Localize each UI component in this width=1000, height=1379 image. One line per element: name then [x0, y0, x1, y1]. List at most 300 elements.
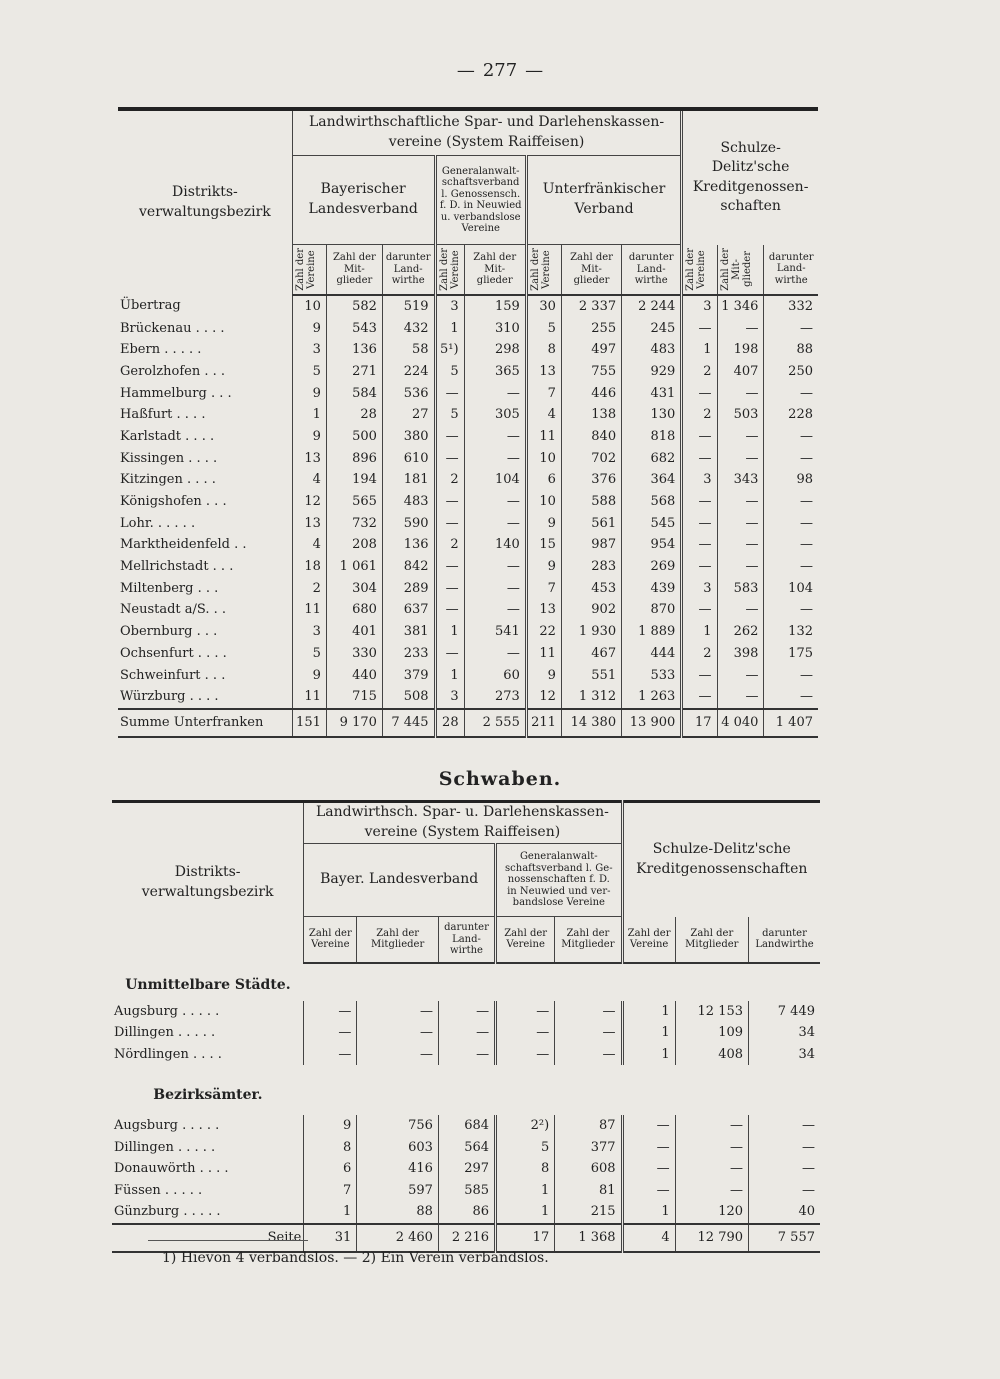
table-cell: 11 — [526, 643, 561, 665]
table-cell: 3 — [682, 295, 717, 318]
table-cell: 132 — [764, 621, 818, 643]
table-cell: 564 — [438, 1137, 495, 1159]
table-cell: 610 — [382, 447, 435, 469]
table-row — [118, 404, 818, 426]
table-cell: — — [464, 491, 526, 513]
col-darunter: darunter Land- wirthe — [382, 245, 435, 295]
bay-header: Bayer. Landesverband — [304, 844, 496, 917]
sum-row — [112, 1224, 820, 1252]
district-name: Königshofen . . . — [120, 494, 227, 510]
table-cell: — — [682, 556, 717, 578]
table-cell: — — [764, 512, 818, 534]
table-cell: 2 — [682, 643, 717, 665]
table-cell: 545 — [622, 512, 682, 534]
table-cell: 18 — [292, 556, 326, 578]
col-zahl-mitglieder: Zahl der Mitglieder — [675, 917, 748, 963]
table-cell: — — [717, 686, 764, 709]
table-cell: 381 — [382, 621, 435, 643]
district-name: Brückenau . . . . — [120, 320, 225, 336]
table-row — [118, 295, 818, 318]
table-cell: 10 — [292, 295, 326, 318]
table-cell: 398 — [717, 643, 764, 665]
table-cell: 431 — [622, 382, 682, 404]
table-cell: 1 — [435, 317, 464, 339]
table-cell: 9 — [526, 556, 561, 578]
table-cell: 271 — [326, 361, 382, 383]
table-cell: 88 — [357, 1201, 439, 1224]
table-cell: 211 — [526, 709, 561, 737]
table-cell: 273 — [464, 686, 526, 709]
table-cell: — — [464, 512, 526, 534]
table-cell: 13 — [292, 512, 326, 534]
table-cell: 28 — [326, 404, 382, 426]
table-cell: 262 — [717, 621, 764, 643]
table-cell: 250 — [764, 361, 818, 383]
table-cell: 40 — [749, 1201, 820, 1224]
table-cell: 1 — [292, 404, 326, 426]
table-cell: — — [749, 1180, 820, 1202]
table-cell: 81 — [555, 1180, 622, 1202]
table-cell: 194 — [326, 469, 382, 491]
table-cell: 1 312 — [561, 686, 621, 709]
table-row — [118, 426, 818, 448]
table-cell: — — [764, 317, 818, 339]
table-cell: 34 — [749, 1022, 820, 1044]
table-cell: — — [438, 1044, 495, 1066]
col-darunter: darunter Land- wirthe — [764, 245, 818, 295]
table-row — [112, 1022, 820, 1044]
table-cell: 929 — [622, 361, 682, 383]
table-cell: 9 — [292, 317, 326, 339]
table-cell: 1 — [435, 664, 464, 686]
district-name: Donauwörth . . . . — [114, 1161, 229, 1177]
table-cell: 8 — [304, 1137, 357, 1159]
col-zahl-mitglieder: Zahl der Mit- glieder — [561, 245, 621, 295]
table-cell: 1 061 — [326, 556, 382, 578]
table-cell: — — [464, 556, 526, 578]
district-name: Haßfurt . . . . — [120, 407, 206, 423]
table-cell: 565 — [326, 491, 382, 513]
table-cell: 446 — [561, 382, 621, 404]
table-cell: 497 — [561, 339, 621, 361]
table-cell: 2 555 — [464, 709, 526, 737]
table-cell: 2 — [682, 361, 717, 383]
table-cell: — — [464, 426, 526, 448]
table-cell: 4 — [292, 469, 326, 491]
table-cell: — — [435, 577, 464, 599]
table-cell: 2 — [682, 404, 717, 426]
table-cell: — — [435, 382, 464, 404]
district-name: Übertrag — [120, 298, 181, 314]
table-cell: 9 — [526, 664, 561, 686]
table-cell: 379 — [382, 664, 435, 686]
table-cell: 4 — [292, 534, 326, 556]
ufr-header: Unterfränkischer Verband — [526, 156, 681, 245]
table-cell: 109 — [675, 1022, 748, 1044]
table-cell: — — [717, 599, 764, 621]
gen-header: Generalanwalt- schaftsverband l. Genossensch. f. D. in Neuwied u. verbandslose Vereine — [435, 156, 526, 245]
table-row — [112, 1137, 820, 1159]
table-row — [118, 512, 818, 534]
table-cell: — — [438, 1022, 495, 1044]
table-cell: — — [764, 491, 818, 513]
table-row — [118, 599, 818, 621]
table-cell: 364 — [622, 469, 682, 491]
table-cell: 870 — [622, 599, 682, 621]
table-cell: 60 — [464, 664, 526, 686]
table-cell: 98 — [764, 469, 818, 491]
table-cell: — — [304, 1044, 357, 1066]
table-cell: 304 — [326, 577, 382, 599]
footnote-rule — [148, 1240, 308, 1241]
table-cell: 902 — [561, 599, 621, 621]
table-row — [118, 382, 818, 404]
table-cell: 732 — [326, 512, 382, 534]
group-heading: Bezirksämter. — [153, 1087, 263, 1103]
table-cell: — — [764, 686, 818, 709]
col-zahl-mitglieder: Zahl der Mit- glieder — [719, 247, 753, 291]
table-cell: — — [717, 426, 764, 448]
table-cell: 228 — [764, 404, 818, 426]
district-name: Kissingen . . . . — [120, 450, 218, 466]
table-cell: 2 244 — [622, 295, 682, 318]
table-cell: — — [357, 1001, 439, 1023]
table-cell: 11 — [292, 599, 326, 621]
district-name: Miltenberg . . . — [120, 580, 219, 596]
table-row — [112, 1158, 820, 1180]
table-row — [118, 491, 818, 513]
table-cell: — — [717, 447, 764, 469]
table-cell: 6 — [526, 469, 561, 491]
table-cell: 5 — [526, 317, 561, 339]
table-row — [118, 643, 818, 665]
unterfranken-table — [118, 107, 818, 738]
bay-header: Bayerischer Landesverband — [292, 156, 435, 245]
table-cell: 7 445 — [382, 709, 435, 737]
table-cell: — — [555, 1044, 622, 1066]
table-cell: 224 — [382, 361, 435, 383]
table-cell: 310 — [464, 317, 526, 339]
table-cell: 7 — [526, 577, 561, 599]
table-cell: 440 — [326, 664, 382, 686]
table-row — [112, 1180, 820, 1202]
table-cell: 332 — [764, 295, 818, 318]
table-cell: 1 368 — [555, 1224, 622, 1252]
table-row — [118, 577, 818, 599]
table-cell: 432 — [382, 317, 435, 339]
table-cell: 684 — [438, 1115, 495, 1137]
district-name: Füssen . . . . . — [114, 1182, 203, 1198]
table-cell: 1 — [622, 1022, 675, 1044]
table-row — [118, 556, 818, 578]
table-cell: 1 930 — [561, 621, 621, 643]
table-cell: 755 — [561, 361, 621, 383]
table-row — [118, 361, 818, 383]
table-row — [118, 339, 818, 361]
table-row — [118, 469, 818, 491]
schulze-header: Schulze-Delitz'sche Kreditgenossenschaften — [622, 802, 820, 917]
table-cell: — — [622, 1137, 675, 1159]
district-header: Distrikts- verwaltungsbezirk — [112, 802, 304, 963]
table-cell: — — [682, 534, 717, 556]
table-cell: 1 — [304, 1201, 357, 1224]
table-cell: 7 557 — [749, 1224, 820, 1252]
table-row — [112, 1201, 820, 1224]
table-cell: 9 170 — [326, 709, 382, 737]
raiffeisen-header: Landwirthschaftliche Spar- und Darlehenskassen- vereine (System Raiffeisen) — [292, 109, 681, 156]
col-zahl-vereine: Zahl der Vereine — [438, 247, 461, 291]
district-name: Mellrichstadt . . . — [120, 559, 234, 575]
table-cell: — — [357, 1022, 439, 1044]
table-cell: — — [764, 382, 818, 404]
table-cell: 483 — [622, 339, 682, 361]
district-name: Karlstadt . . . . — [120, 428, 215, 444]
table-cell: 2 — [292, 577, 326, 599]
table-cell: 597 — [357, 1180, 439, 1202]
table-cell: 3 — [292, 621, 326, 643]
table-cell: 27 — [382, 404, 435, 426]
table-cell: 1 889 — [622, 621, 682, 643]
table-cell: 380 — [382, 426, 435, 448]
district-name: Gerolzhofen . . . — [120, 363, 225, 379]
table-cell: 151 — [292, 709, 326, 737]
table-cell: 181 — [382, 469, 435, 491]
group-heading: Unmittelbare Städte. — [125, 976, 291, 993]
table-cell: 608 — [555, 1158, 622, 1180]
table-cell: — — [682, 426, 717, 448]
table-cell: 1 — [435, 621, 464, 643]
table-cell: 17 — [682, 709, 717, 737]
table-cell: 715 — [326, 686, 382, 709]
table-cell: — — [717, 556, 764, 578]
table-cell: 13 — [526, 599, 561, 621]
table-cell: 4 — [526, 404, 561, 426]
table-cell: 519 — [382, 295, 435, 318]
table-cell: 15 — [526, 534, 561, 556]
table-cell: 298 — [464, 339, 526, 361]
table-cell: 682 — [622, 447, 682, 469]
table-cell: 9 — [292, 382, 326, 404]
district-name: Ebern . . . . . — [120, 342, 202, 358]
table-cell: — — [717, 664, 764, 686]
table-cell: 987 — [561, 534, 621, 556]
table-cell: — — [764, 599, 818, 621]
district-name: Neustadt a/S. . . — [120, 602, 226, 618]
col-zahl-vereine: Zahl der Vereine — [304, 917, 357, 963]
table-cell: 12 153 — [675, 1001, 748, 1023]
table-cell: — — [357, 1044, 439, 1066]
table-cell: 3 — [682, 469, 717, 491]
table-cell: 283 — [561, 556, 621, 578]
table-cell: — — [435, 643, 464, 665]
table-cell: 159 — [464, 295, 526, 318]
table-cell: 1 346 — [717, 295, 764, 318]
table-cell: — — [555, 1022, 622, 1044]
table-cell: 3 — [435, 295, 464, 318]
table-row — [118, 447, 818, 469]
table-cell: 34 — [749, 1044, 820, 1066]
table-cell: 13 — [526, 361, 561, 383]
table-cell: — — [555, 1001, 622, 1023]
table-cell: 5 — [292, 643, 326, 665]
table-cell: 136 — [382, 534, 435, 556]
table-cell: 1 407 — [764, 709, 818, 737]
table-cell: — — [464, 447, 526, 469]
table-cell: — — [749, 1137, 820, 1159]
table-cell: 584 — [326, 382, 382, 404]
table-cell: 842 — [382, 556, 435, 578]
schulze-header: Schulze-Delitz'sche Kreditgenossen- schaften — [682, 109, 818, 245]
table-cell: 175 — [764, 643, 818, 665]
district-header: Distrikts- verwaltungsbezirk — [118, 109, 292, 295]
table-row — [118, 621, 818, 643]
table-cell: 30 — [526, 295, 561, 318]
district-name: Augsburg . . . . . — [114, 1118, 220, 1134]
table-cell: 680 — [326, 599, 382, 621]
table-cell: — — [682, 599, 717, 621]
col-zahl-vereine: Zahl der Vereine — [622, 917, 675, 963]
table-cell: — — [764, 426, 818, 448]
table-cell: — — [435, 599, 464, 621]
table-cell: 305 — [464, 404, 526, 426]
district-name: Günzburg . . . . . — [114, 1204, 221, 1220]
table-cell: — — [749, 1158, 820, 1180]
table-cell: 365 — [464, 361, 526, 383]
table-cell: 7 — [526, 382, 561, 404]
table-cell: 130 — [622, 404, 682, 426]
table-cell: 376 — [561, 469, 621, 491]
table-cell: 13 — [292, 447, 326, 469]
table-cell: 3 — [682, 577, 717, 599]
table-cell: — — [749, 1115, 820, 1137]
table-cell: 2 216 — [438, 1224, 495, 1252]
table-cell: 88 — [764, 339, 818, 361]
district-name: Summe Unterfranken — [118, 709, 292, 737]
table-cell: 31 — [304, 1224, 357, 1252]
table-cell: 11 — [526, 426, 561, 448]
district-name: Nördlingen . . . . — [114, 1046, 222, 1062]
table-cell: 289 — [382, 577, 435, 599]
table-cell: — — [717, 382, 764, 404]
table-cell: 11 — [292, 686, 326, 709]
table-cell: 255 — [561, 317, 621, 339]
table-cell: 533 — [622, 664, 682, 686]
table-row — [112, 1044, 820, 1066]
table-cell: 104 — [464, 469, 526, 491]
table-cell: 444 — [622, 643, 682, 665]
district-name: Dillingen . . . . . — [114, 1025, 216, 1041]
table-cell: 377 — [555, 1137, 622, 1159]
col-zahl-mitglieder: Zahl der Mitglieder — [555, 917, 622, 963]
table-cell: 896 — [326, 447, 382, 469]
table-cell: 138 — [561, 404, 621, 426]
table-cell: — — [682, 447, 717, 469]
table-cell: 582 — [326, 295, 382, 318]
table-cell: — — [717, 317, 764, 339]
table-cell: — — [464, 382, 526, 404]
table-cell: 9 — [304, 1115, 357, 1137]
table-cell: 215 — [555, 1201, 622, 1224]
table-cell: — — [622, 1115, 675, 1137]
table-cell: 2 — [435, 469, 464, 491]
table-cell: 756 — [357, 1115, 439, 1137]
table-cell: 120 — [675, 1201, 748, 1224]
table-cell: 453 — [561, 577, 621, 599]
table-cell: 637 — [382, 599, 435, 621]
table-row — [118, 317, 818, 339]
table-cell: 590 — [382, 512, 435, 534]
table-cell: 13 900 — [622, 709, 682, 737]
table-cell: 2 337 — [561, 295, 621, 318]
district-name: Schweinfurt . . . — [120, 667, 226, 683]
table-cell: 541 — [464, 621, 526, 643]
table-cell: 28 — [435, 709, 464, 737]
table-cell: 5 — [435, 404, 464, 426]
table-cell: 3 — [292, 339, 326, 361]
table-row — [112, 1001, 820, 1023]
table-cell: — — [304, 1001, 357, 1023]
table-cell: 416 — [357, 1158, 439, 1180]
table-cell: 343 — [717, 469, 764, 491]
col-zahl-mitglieder: Zahl der Mit- glieder — [326, 245, 382, 295]
table-cell: 233 — [382, 643, 435, 665]
table-cell: 536 — [382, 382, 435, 404]
table-cell: 12 790 — [675, 1224, 748, 1252]
table-cell: 702 — [561, 447, 621, 469]
page-number: — 277 — — [456, 60, 544, 81]
table-cell: 330 — [326, 643, 382, 665]
table-cell: — — [764, 534, 818, 556]
table-cell: 1 — [622, 1044, 675, 1066]
table-cell: 6 — [304, 1158, 357, 1180]
table-cell: 136 — [326, 339, 382, 361]
table-cell: 10 — [526, 491, 561, 513]
table-cell: 58 — [382, 339, 435, 361]
table-cell: 840 — [561, 426, 621, 448]
table-cell: 1 — [496, 1180, 555, 1202]
col-darunter: darunter Land- wirthe — [438, 917, 495, 963]
table-cell: 2²) — [496, 1115, 555, 1137]
footnote: 1) Hievon 4 verbandslos. — 2) Ein Verein verbandslos. — [162, 1250, 549, 1266]
table-cell: — — [496, 1022, 555, 1044]
district-name: Ochsenfurt . . . . — [120, 645, 227, 661]
table-cell: 1 — [682, 621, 717, 643]
table-cell: 104 — [764, 577, 818, 599]
table-cell: — — [304, 1022, 357, 1044]
col-zahl-vereine: Zahl der Vereine — [294, 247, 317, 291]
table-cell: — — [717, 491, 764, 513]
table-cell: — — [717, 534, 764, 556]
table-cell: 551 — [561, 664, 621, 686]
table-cell: — — [496, 1044, 555, 1066]
district-name: Augsburg . . . . . — [114, 1003, 220, 1019]
table-cell: 245 — [622, 317, 682, 339]
table-cell: 87 — [555, 1115, 622, 1137]
table-cell: 543 — [326, 317, 382, 339]
table-cell: — — [435, 512, 464, 534]
table-cell: 588 — [561, 491, 621, 513]
district-name: Würzburg . . . . — [120, 689, 219, 705]
table-cell: 5 — [496, 1137, 555, 1159]
table-cell: 5 — [435, 361, 464, 383]
table-cell: 12 — [526, 686, 561, 709]
table-cell: 8 — [526, 339, 561, 361]
table-cell: — — [435, 491, 464, 513]
table-cell: 17 — [496, 1224, 555, 1252]
district-name: Kitzingen . . . . — [120, 472, 216, 488]
table-cell: 568 — [622, 491, 682, 513]
table-cell: — — [464, 599, 526, 621]
